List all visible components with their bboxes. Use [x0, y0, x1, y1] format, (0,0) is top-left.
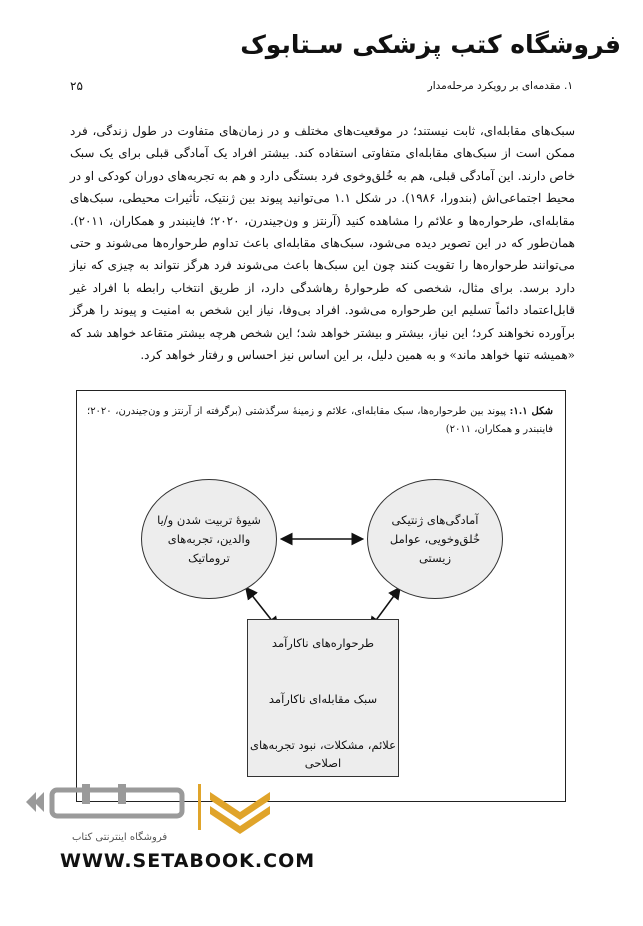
figure-caption-label: شکل ۱.۱:	[509, 406, 553, 417]
body-paragraph-block	[70, 120, 575, 366]
box-schemas-label: طرحواره‌های ناکارآمد	[271, 636, 375, 650]
circle-upbringing-label: شیوهٔ تربیت شدن و/یا والدین، تجربه‌های تروماتیک	[157, 512, 261, 565]
schema-box	[247, 619, 399, 777]
website-url: WWW.SETABOOK.COM	[60, 850, 316, 872]
logo-tagline: فروشگاه اینترنتی کتاب	[72, 832, 168, 843]
running-title: ۱. مقدمه‌ای بر رویکرد مرحله‌مدار	[427, 80, 573, 92]
box-symptoms-label: علائم، مشکلات، نبود تجربه‌های اصلاحی	[249, 738, 397, 770]
running-header	[70, 78, 573, 98]
circle-genetics-label: آمادگی‌های ژنتیکی خُلق‌وخویی، عوامل زیستی	[389, 512, 481, 565]
page-number: ۲۵	[70, 79, 83, 93]
circle-genetics	[367, 479, 503, 599]
box-coping-label: سبک مقابله‌ای ناکارآمد	[268, 692, 378, 706]
body-paragraph: سبک‌های مقابله‌ای، ثابت نیستند؛ در موقعیت‌های مختلف و در زمان‌های متفاوت در طول زندگی، فرد ممکن است از سبک‌های مقابله‌ای متفاوتی استفاده کند. بیشتر افراد یک آمادگی قبلی برای یک سبک خاص دارند. این آمادگی قبلی، هم به خُلق‌وخوی فرد بستگی دارد و هم به تجربه‌های دوران کودکی او در محیط اجتماعی‌اش (بندورا، ۱۹۸۶). در شکل ۱.۱ می‌توانید پیوند بین ژنتیک، تأثیرات محیطی، سبک‌های مقابله‌ای، طرحواره‌ها و علائم را مشاهده کنید (آرنتز و ون‌جیندرن، ۲۰۲۰؛ فاینبندر و همکاران، ۲۰۱۱). همان‌طور که در این تصویر دیده می‌شود، سبک‌های مقابله‌ای باعث تداوم طرحواره‌ها می‌شوند و حتی می‌توانند طرحواره‌ها را تقویت کنند چون این سبک‌ها باعث می‌شوند فرد هرگز نتواند به چیزی که نیاز دارد برسد. برای مثال، شخصی که طرحوارهٔ رهاشدگی دارد، از طریق انتخاب رابطه با افراد غیر قابل‌اعتماد دائماً تسلیم این طرحواره می‌شود. افراد بی‌وفا، نیاز این شخص به امنیت و پیوند را هرگز برآورده نخواهند کرد؛ این نیاز، بیشتر و بیشتر خواهد شد؛ این شخص هرچه بیشتر متقاعد خواهد شد که «همیشه تنها خواهد ماند» و به همین دلیل، بر این اساس نیز احساس و رفتار خواهد کرد.	[70, 124, 576, 363]
figure-1-1	[76, 390, 566, 802]
figure-caption-text: پیوند بین طرحواره‌ها، سبک مقابله‌ای، علائم و زمینهٔ سرگذشتی (برگرفته از آرنتز و ون‌جیندرن، ۲۰۲۰؛ فاینبندر و همکاران، ۲۰۱۱)	[87, 406, 553, 435]
setabook-logo	[22, 782, 282, 846]
circle-upbringing	[141, 479, 277, 599]
store-title: فروشگاه کتب پزشکی سـتابوک	[240, 30, 621, 59]
